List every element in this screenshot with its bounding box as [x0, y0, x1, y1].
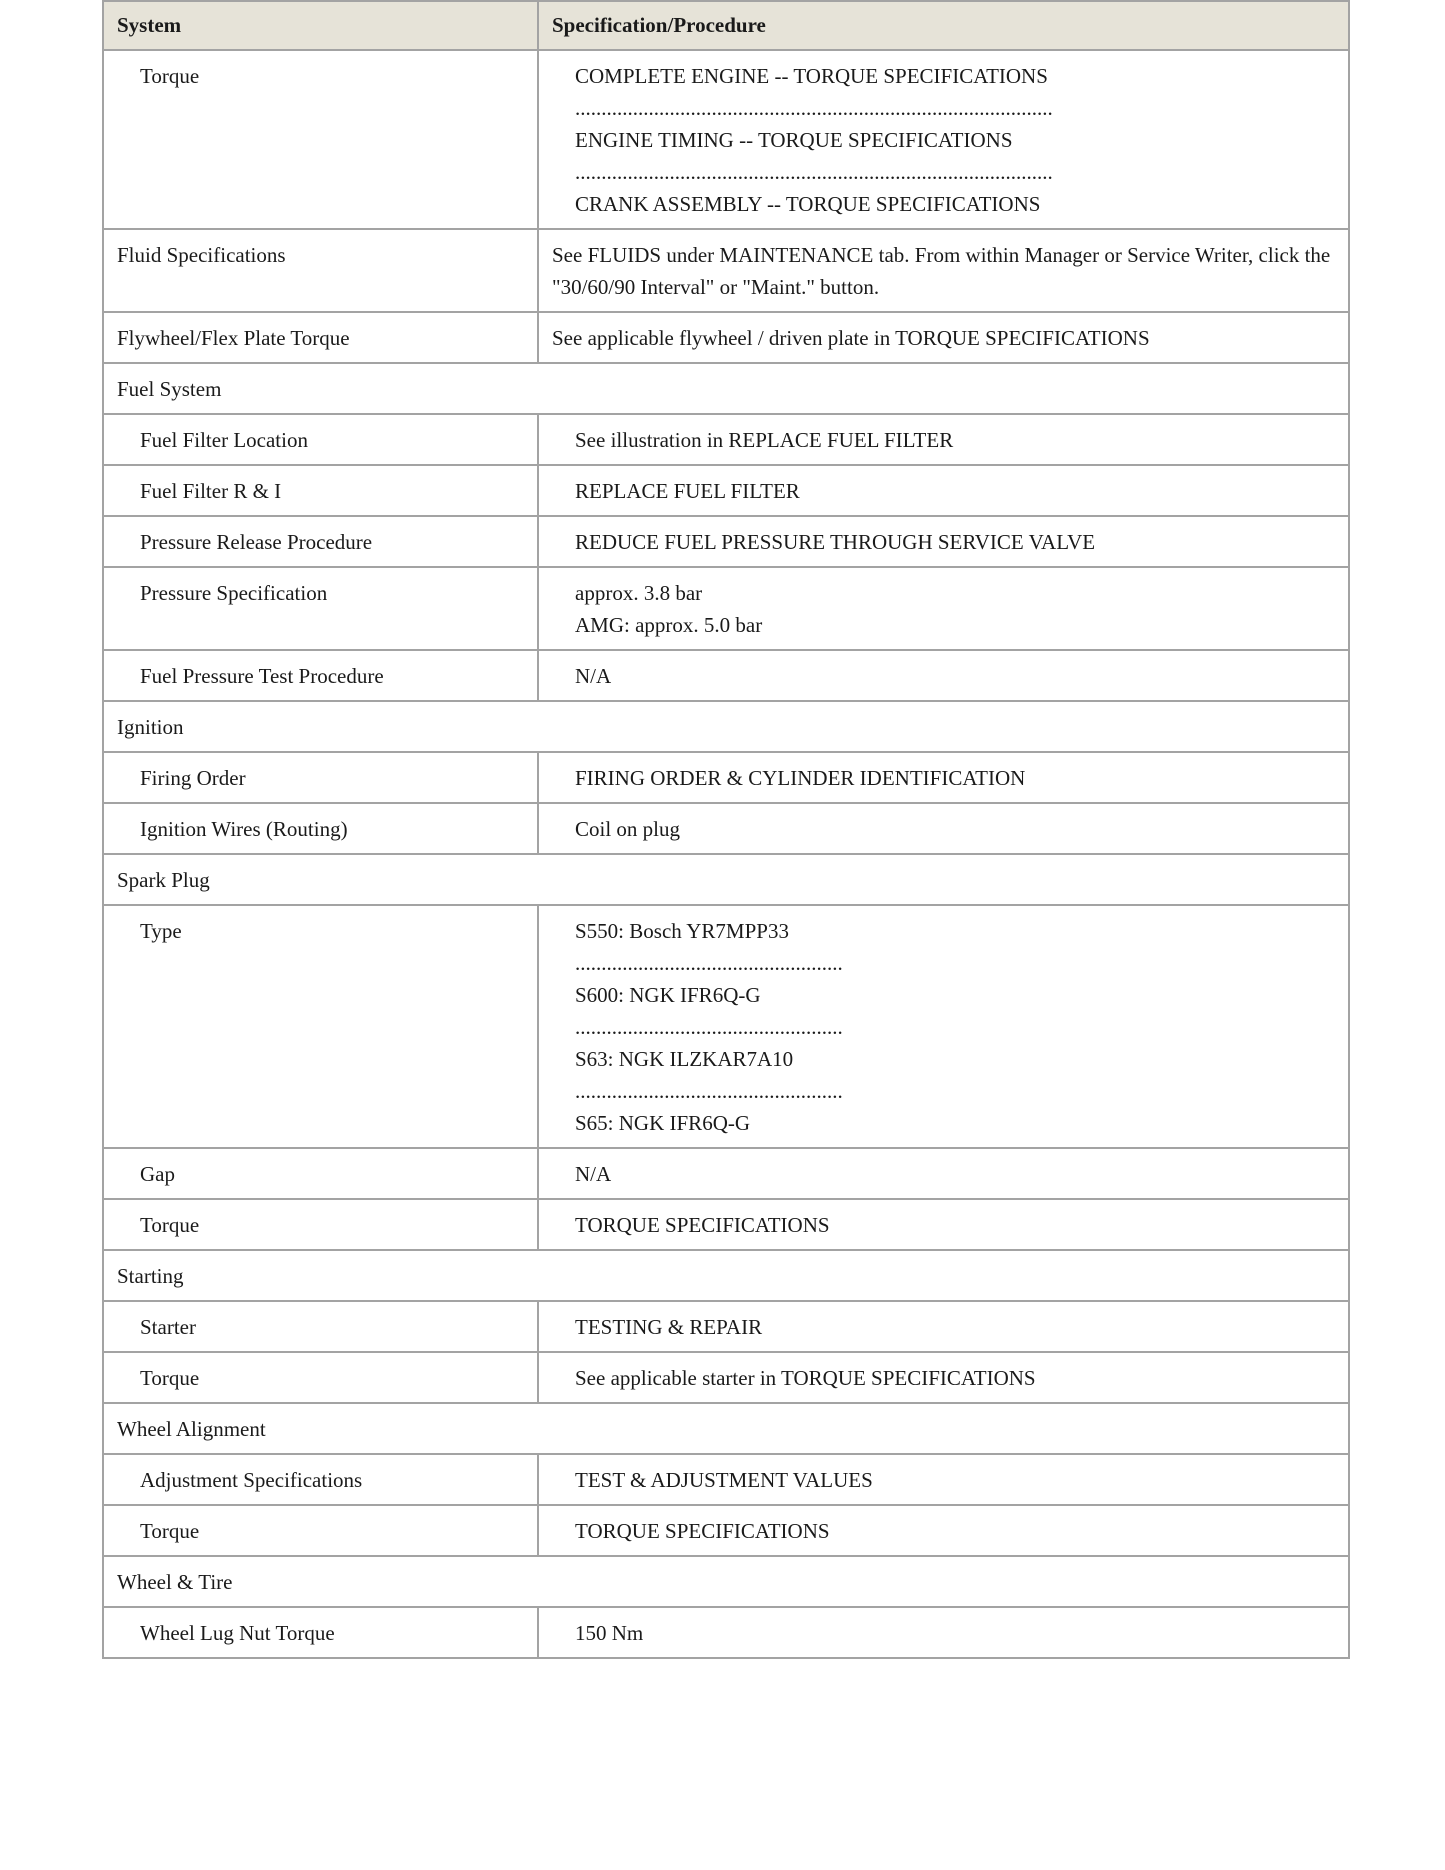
specification-cell: [538, 229, 1349, 312]
dotted-separator: ...................................................: [575, 1079, 843, 1103]
specification-line: FIRING ORDER & CYLINDER IDENTIFICATION: [575, 766, 1026, 790]
dotted-separator: ...................................................: [575, 951, 843, 975]
section-heading: Fuel System: [103, 363, 1349, 414]
system-cell: Torque: [103, 1505, 538, 1556]
specification-line: approx. 3.8 bar: [575, 581, 703, 605]
system-cell: Fuel Pressure Test Procedure: [103, 650, 538, 701]
specification-line: 150 Nm: [575, 1621, 644, 1645]
specification-line: See applicable starter in TORQUE SPECIFICATIONS: [575, 1366, 1036, 1390]
specification-line: TESTING & REPAIR: [575, 1315, 763, 1339]
specification-cell: [538, 567, 1349, 650]
specification-cell: [538, 1199, 1349, 1250]
table-row: [103, 650, 1349, 701]
specification-cell: [538, 1505, 1349, 1556]
table-row: [103, 312, 1349, 363]
section-row: [103, 1556, 1349, 1607]
specification-cell: [538, 1148, 1349, 1199]
table-row: [103, 1148, 1349, 1199]
specification-line: S600: NGK IFR6Q-G: [575, 983, 761, 1007]
table-row: [103, 229, 1349, 312]
dotted-separator: ...................................................: [575, 1015, 843, 1039]
section-heading: Ignition: [103, 701, 1349, 752]
table-row: [103, 1301, 1349, 1352]
table-row: [103, 414, 1349, 465]
specification-line: S550: Bosch YR7MPP33: [575, 919, 789, 943]
specification-line: See applicable flywheel / driven plate in TORQUE SPECIFICATIONS: [552, 326, 1150, 350]
section-row: [103, 363, 1349, 414]
specification-line: TEST & ADJUSTMENT VALUES: [575, 1468, 873, 1492]
system-cell: Ignition Wires (Routing): [103, 803, 538, 854]
table-row: [103, 905, 1349, 1148]
system-cell: Type: [103, 905, 538, 1148]
specification-cell: [538, 803, 1349, 854]
system-cell: Gap: [103, 1148, 538, 1199]
column-header-system: System: [103, 1, 538, 50]
specification-cell: [538, 1607, 1349, 1658]
specification-cell: [538, 414, 1349, 465]
specification-line: See illustration in REPLACE FUEL FILTER: [575, 428, 954, 452]
specification-cell: [538, 752, 1349, 803]
section-row: [103, 1250, 1349, 1301]
dotted-separator: ...........................................................................................: [575, 160, 1053, 184]
table-row: [103, 1199, 1349, 1250]
table-row: [103, 50, 1349, 229]
system-cell: Firing Order: [103, 752, 538, 803]
table-row: [103, 752, 1349, 803]
dotted-separator: ...........................................................................................: [575, 96, 1053, 120]
table-row: [103, 1454, 1349, 1505]
table-row: [103, 1352, 1349, 1403]
system-cell: Torque: [103, 1352, 538, 1403]
specification-cell: [538, 516, 1349, 567]
column-header-specification: Specification/Procedure: [538, 1, 1349, 50]
system-cell: Torque: [103, 1199, 538, 1250]
specification-cell: [538, 312, 1349, 363]
section-row: [103, 1403, 1349, 1454]
specification-line: Coil on plug: [575, 817, 681, 841]
specification-line: REDUCE FUEL PRESSURE THROUGH SERVICE VALVE: [575, 530, 1096, 554]
specification-line: COMPLETE ENGINE -- TORQUE SPECIFICATIONS: [575, 64, 1048, 88]
section-heading: Starting: [103, 1250, 1349, 1301]
system-cell: Wheel Lug Nut Torque: [103, 1607, 538, 1658]
table-row: [103, 465, 1349, 516]
table-row: [103, 1607, 1349, 1658]
specification-line: S63: NGK ILZKAR7A10: [575, 1047, 794, 1071]
specification-cell: [538, 650, 1349, 701]
system-cell: Fluid Specifications: [103, 229, 538, 312]
specification-line: TORQUE SPECIFICATIONS: [575, 1213, 830, 1237]
specification-cell: [538, 1352, 1349, 1403]
table-row: [103, 803, 1349, 854]
table-row: [103, 1505, 1349, 1556]
section-row: [103, 701, 1349, 752]
system-cell: Fuel Filter Location: [103, 414, 538, 465]
section-row: [103, 854, 1349, 905]
specification-line: AMG: approx. 5.0 bar: [575, 613, 763, 637]
system-cell: Flywheel/Flex Plate Torque: [103, 312, 538, 363]
section-heading: Wheel Alignment: [103, 1403, 1349, 1454]
specification-cell: [538, 905, 1349, 1148]
specification-line: ENGINE TIMING -- TORQUE SPECIFICATIONS: [575, 128, 1013, 152]
system-cell: Pressure Release Procedure: [103, 516, 538, 567]
system-cell: Adjustment Specifications: [103, 1454, 538, 1505]
section-heading: Wheel & Tire: [103, 1556, 1349, 1607]
specification-cell: [538, 465, 1349, 516]
specification-line: S65: NGK IFR6Q-G: [575, 1111, 751, 1135]
specification-line: REPLACE FUEL FILTER: [575, 479, 800, 503]
specification-cell: [538, 1454, 1349, 1505]
system-cell: Pressure Specification: [103, 567, 538, 650]
specification-line: See FLUIDS under MAINTENANCE tab. From within Manager or Service Writer, click the "30/60/90 Interval" or "Maint." button.: [552, 243, 1331, 299]
specification-line: TORQUE SPECIFICATIONS: [575, 1519, 830, 1543]
table-row: [103, 567, 1349, 650]
specification-line: N/A: [575, 1162, 612, 1186]
section-heading: Spark Plug: [103, 854, 1349, 905]
table-row: [103, 516, 1349, 567]
specification-cell: [538, 1301, 1349, 1352]
table-body: [103, 50, 1349, 1658]
system-cell: Torque: [103, 50, 538, 229]
specification-line: N/A: [575, 664, 612, 688]
specification-table: [102, 0, 1350, 1659]
specification-cell: [538, 50, 1349, 229]
table-header-row: [103, 1, 1349, 50]
system-cell: Starter: [103, 1301, 538, 1352]
system-cell: Fuel Filter R & I: [103, 465, 538, 516]
specification-line: CRANK ASSEMBLY -- TORQUE SPECIFICATIONS: [575, 192, 1041, 216]
